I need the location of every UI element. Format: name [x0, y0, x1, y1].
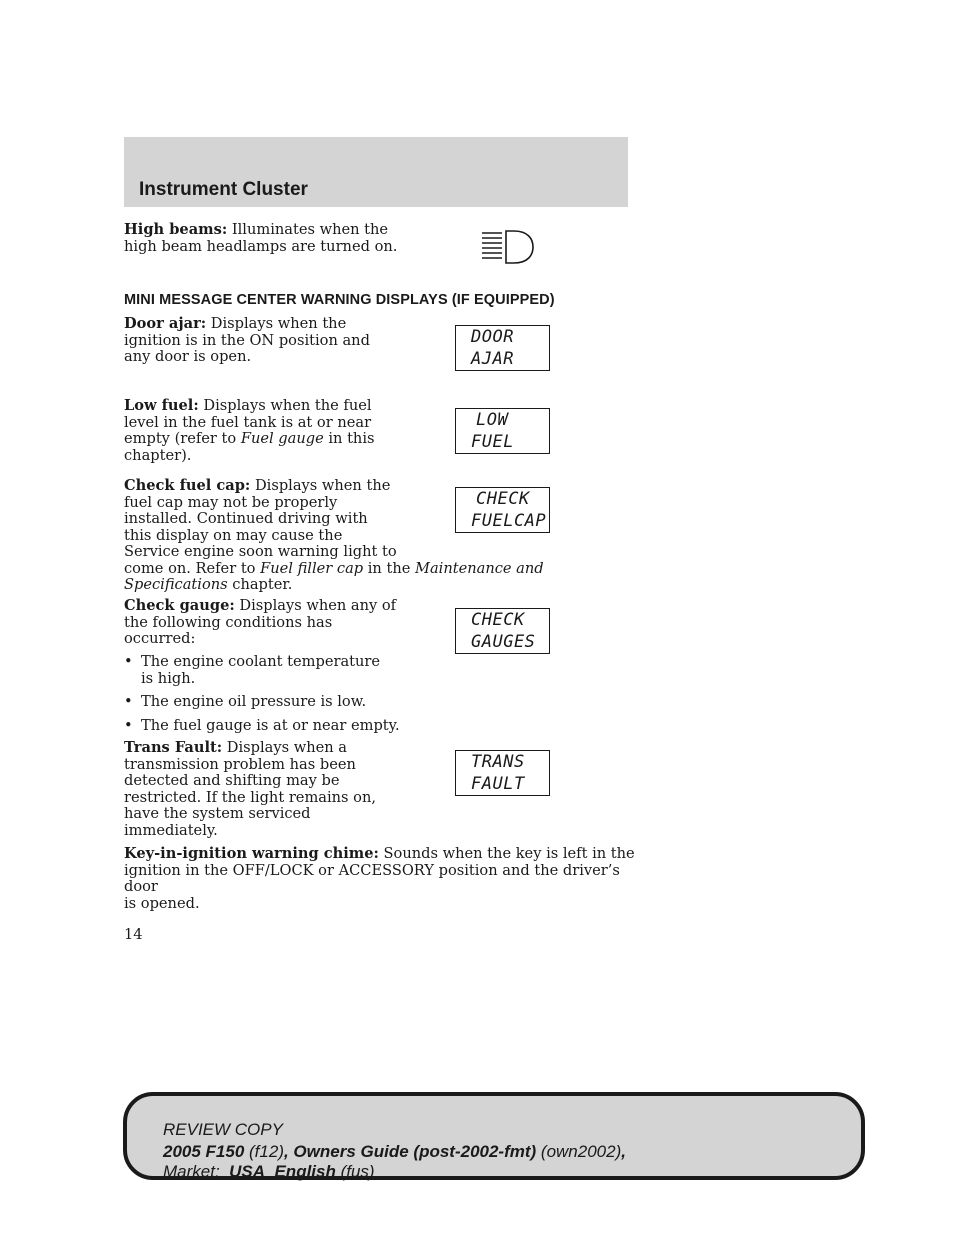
- review-copy-label: REVIEW COPY: [163, 1120, 283, 1139]
- check-fuel-cap-text: Service engine soon warning light to: [124, 543, 397, 560]
- low-fuel-text: empty (refer to: [124, 430, 241, 447]
- review-guide-code: (own2002): [536, 1142, 622, 1161]
- check-fuel-cap-text: Displays when the: [250, 477, 391, 494]
- list-item-text: [141, 654, 401, 687]
- review-market-label: Market:: [163, 1162, 230, 1181]
- review-comma: ,: [621, 1142, 626, 1161]
- check-fuel-cap-text: come on. Refer to: [124, 559, 261, 577]
- low-fuel-paragraph: [124, 398, 374, 464]
- list-item-line: The engine coolant temperature: [141, 653, 381, 670]
- review-copy-box: [123, 1092, 865, 1180]
- high-beam-headlamp-icon: [480, 229, 536, 265]
- list-item-text: The engine oil pressure is low.: [141, 693, 367, 710]
- maintenance-chapter-reference: Maintenance and: [415, 559, 544, 577]
- check-fuel-cap-text: in the: [363, 559, 416, 577]
- trans-fault-text: Displays when a: [222, 739, 348, 756]
- display-line-2: GAUGES: [471, 632, 536, 652]
- trans-fault-paragraph: [124, 740, 376, 839]
- display-line-2: AJAR: [471, 349, 514, 369]
- key-chime-text: ignition in the OFF/LOCK or ACCESSORY position and the driver’s door: [124, 861, 620, 895]
- display-line-1: DOOR: [471, 327, 514, 347]
- low-fuel-label: Low fuel:: [124, 397, 199, 414]
- door-ajar-text: any door is open.: [124, 348, 252, 365]
- check-fuel-cap-label: Check fuel cap:: [124, 477, 251, 494]
- bullet: •: [124, 693, 133, 710]
- key-chime-text: Sounds when the key is left in the: [378, 845, 635, 862]
- high-beams-text-2: high beam headlamps are turned on.: [124, 237, 398, 255]
- trans-fault-text: detected and shifting may be: [124, 772, 340, 789]
- check-fuel-cap-text: this display on may cause the: [124, 526, 343, 544]
- specifications-chapter-reference: Specifications: [124, 576, 228, 593]
- display-line-1: TRANS: [471, 752, 525, 772]
- display-line-2: FUEL: [471, 432, 514, 452]
- door-ajar-text: ignition is in the ON position and: [124, 331, 370, 349]
- check-fuel-cap-text: installed. Continued driving with: [124, 510, 368, 527]
- check-gauge-label: Check gauge:: [124, 597, 235, 614]
- fuel-gauge-reference: Fuel gauge: [240, 430, 324, 447]
- check-gauges-display: [455, 608, 550, 654]
- key-chime-text: is opened.: [124, 894, 200, 912]
- door-ajar-label: Door ajar:: [124, 315, 207, 332]
- low-fuel-text: in this: [323, 430, 375, 447]
- trans-fault-label: Trans Fault:: [124, 739, 223, 756]
- door-ajar-paragraph: [124, 316, 370, 366]
- display-line-2: FUELCAP: [471, 511, 547, 531]
- section-header-band: [124, 137, 628, 207]
- display-line-1: LOW: [476, 410, 509, 430]
- list-item-text: The fuel gauge is at or near empty.: [141, 717, 400, 734]
- low-fuel-display: [455, 408, 550, 454]
- check-fuel-cap-text: fuel cap may not be properly: [124, 493, 338, 511]
- trans-fault-text: transmission problem has been: [124, 755, 356, 773]
- check-gauge-text: the following conditions has: [124, 613, 333, 631]
- high-beams-paragraph: [124, 222, 397, 255]
- key-chime-paragraph: [124, 846, 644, 912]
- bullet: •: [124, 653, 133, 670]
- review-market-code: (fus): [335, 1162, 375, 1181]
- high-beams-text-1: Illuminates when the: [227, 221, 389, 238]
- list-item-line: is high.: [141, 669, 196, 687]
- display-line-1: CHECK: [471, 610, 525, 630]
- door-ajar-display: [455, 325, 550, 371]
- review-market: USA_English: [229, 1162, 336, 1181]
- check-gauge-paragraph: [124, 598, 396, 648]
- low-fuel-text: chapter).: [124, 446, 192, 464]
- review-model-line: [163, 1142, 626, 1162]
- low-fuel-text: Displays when the fuel: [198, 397, 372, 414]
- check-gauge-text: occurred:: [124, 630, 196, 647]
- check-fuelcap-display: [455, 487, 550, 533]
- page-number: 14: [124, 926, 143, 943]
- section-heading: MINI MESSAGE CENTER WARNING DISPLAYS (IF EQUIPPED): [124, 292, 555, 308]
- review-market-line: [163, 1162, 375, 1182]
- check-fuel-cap-text: chapter.: [227, 576, 293, 593]
- trans-fault-display: [455, 750, 550, 796]
- trans-fault-text: have the system serviced: [124, 805, 311, 822]
- trans-fault-text: immediately.: [124, 821, 218, 839]
- trans-fault-text: restricted. If the light remains on,: [124, 788, 376, 806]
- door-ajar-text: Displays when the: [206, 315, 347, 332]
- high-beams-label: High beams:: [124, 221, 228, 238]
- check-gauge-text: Displays when any of: [234, 597, 397, 614]
- bullet: •: [124, 717, 133, 734]
- review-model: 2005 F150: [163, 1142, 245, 1161]
- fuel-filler-cap-reference: Fuel filler cap: [260, 559, 364, 577]
- low-fuel-text: level in the fuel tank is at or near: [124, 413, 372, 431]
- key-chime-label: Key-in-ignition warning chime:: [124, 845, 379, 862]
- review-guide: , Owners Guide (post-2002-fmt): [283, 1142, 537, 1161]
- display-line-2: FAULT: [471, 774, 525, 794]
- display-line-1: CHECK: [476, 489, 530, 509]
- page-title: Instrument Cluster: [139, 179, 308, 200]
- review-model-code: (f12): [244, 1142, 284, 1161]
